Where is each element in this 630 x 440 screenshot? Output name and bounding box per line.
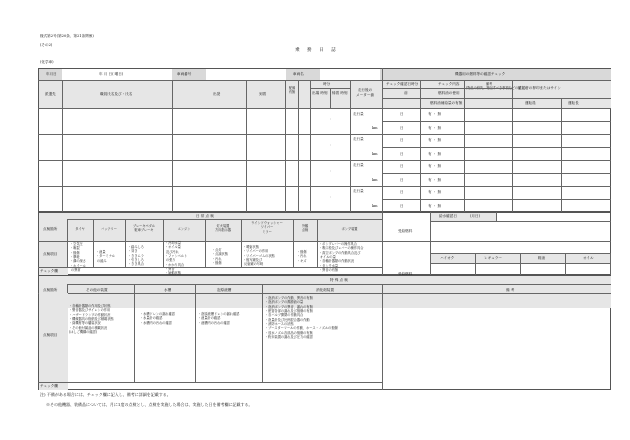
row2b-yesno[interactable]: 有 ・ 無 <box>428 152 442 156</box>
daily-item-lights: 灯火装置 方向指示器 <box>215 224 231 233</box>
special-item-label: 点検箇所 <box>43 288 58 292</box>
row1b-yesno[interactable]: 有 ・ 無 <box>428 126 442 130</box>
row2a-yesno[interactable]: 有 ・ 無 <box>428 138 442 142</box>
vehicle-name-label: 車両名 <box>293 72 304 76</box>
row2-time-sep: ： <box>330 143 334 147</box>
date-value[interactable]: 年 月 日( 曜日) <box>99 72 124 76</box>
daily-detail-washer: ・噴射状態 ・ワイパーの作用 ・ワイパーゴムの状態 ・後写鏡及び 反射鏡の写映 <box>243 245 275 267</box>
row3-km: km <box>372 178 378 182</box>
fuel-label-2: 受給燃料 <box>398 272 413 276</box>
fuel-type-oil: オイル <box>583 256 594 260</box>
daily-item-brake: ブレーキペダル 駐車ブレーキ <box>132 224 156 233</box>
col-fuel-use: 燃料油の使用 <box>438 91 460 95</box>
special-detail-foam: ・泡原液槽ドレンの漏れ確認 ・液量計の確認 ・液槽内の汚れの確認 <box>198 312 240 325</box>
col-departure: 出発 <box>213 92 221 96</box>
col-equipment: 職員氏名及び・氏名 <box>100 92 133 96</box>
fuel-type-regular: レギュラー <box>484 256 502 260</box>
daily-row-label: 点検項目 <box>43 252 58 256</box>
row3a-day: 日 <box>400 164 404 168</box>
vehicle-number-label: 車両番号 <box>177 72 192 76</box>
row4a-yesno[interactable]: 有 ・ 無 <box>428 190 442 194</box>
row4-km: km <box>372 204 378 208</box>
footnote-1: 注) 不備がある場合には、チェック欄に記入し、備考に詳細を記載する。 <box>40 392 171 397</box>
special-col-extinguisher: 消化剤装置 <box>316 288 334 292</box>
row2b-day: 日 <box>400 152 404 156</box>
row3-distance: 走行量 <box>353 163 364 167</box>
col-arrival: 到着 <box>259 92 267 96</box>
row3b-yesno[interactable]: 有 ・ 無 <box>428 178 442 182</box>
row1-time-sep: ： <box>330 117 334 121</box>
daily-check-header: 日 常 点 検 <box>196 214 214 218</box>
col-dispatch-count: 配備 有無 <box>288 86 296 95</box>
form-number: 様式第2号(第20条、第21条関係) <box>40 34 94 38</box>
col-remarks: 備考 (物品の紛失、特記すべき事項などの記入) <box>466 82 526 91</box>
special-detail-other: ・各種計器類の作用及び状態 ・警音器及びサイレンの作用 ・ハザードランプの作動状況 ・機械器具の格納及び積載状態 ・資機材等の艤装状況 ・その他付属品の積載状況 (はしご機構の確認) <box>69 304 114 334</box>
row1-km: km <box>372 126 378 130</box>
row3b-day: 日 <box>400 178 404 182</box>
col-check-content: チェック内容 <box>438 82 460 86</box>
row2-km: km <box>372 152 378 156</box>
special-col-other: その他の装置 <box>86 288 108 292</box>
col-dispatch-unit: 派遣先 <box>45 92 56 96</box>
daily-detail-lights: ・点灯 ・点滅状態 ・汚れ ・損傷 <box>212 248 228 265</box>
special-detail-extinguisher: ・泡消ポンプの作動、異音の有無 ・泡消ポンプの潤滑油の量 ・泡消ポンプの異音、漏れの有無 ・配管各部の漏れ及び損傷の有無 ・各バルブ開閉の作動具合 ・泡量計及び比例混合器の作動 ・消防ホースの状態 ・ブースターリールの作動、ホース・ノズルの損傷 ・放水ノズル各部品の損傷の有無 ・粉末装置の漏れ及び圧力の確認 <box>265 296 338 339</box>
col-time-group: 時分 <box>323 82 331 86</box>
col-time-in: 帰着 時刻 <box>332 91 348 95</box>
page-title: 乗 務 日 誌 <box>295 48 339 53</box>
daily-detail-engine: ・冷却水量 ・オイル量 及び汚れ ・ファンベルト の張り ・かかり具合 ・異音 ・始動状態 <box>165 241 188 276</box>
daily-item-engine: エンジン <box>177 227 191 231</box>
col-manager: 運転員 <box>525 101 536 105</box>
sheet-number: (その2) <box>40 43 53 47</box>
refuel-header: 給水確認日 <box>439 214 457 218</box>
daily-item-pump: ポンプ装置 <box>341 227 358 231</box>
side-label: (化学車) <box>40 60 54 64</box>
col-supervisor: 運転長 <box>568 101 579 105</box>
special-check-row-label: チェック欄 <box>40 384 58 388</box>
col-refuel: 燃料油補給量の有無 <box>430 101 463 105</box>
daily-item-tire: タイヤ <box>75 227 85 231</box>
daily-detail-tire: ・空気圧 ・亀裂 ・損傷 ・摩耗 ・溝の深さ ・ホイール の異常 <box>70 242 86 272</box>
special-check-header: 特 殊 点 検 <box>330 278 348 282</box>
row1-distance: 走行量 <box>353 112 364 116</box>
daily-detail-pump: ・ポンプレバーの操作具合 ・吸口栓及びレバーの操作具合 ・真空ポンプの作動具合及び オイルの量 ・各種計器類の作動状況 ・タンク水量 ・異音の有無 <box>319 242 364 272</box>
fuel-label-1: 受給燃料 <box>398 229 413 233</box>
row3a-yesno[interactable]: 有 ・ 無 <box>428 164 442 168</box>
daily-detail-brake: ・踏みしろ ・効き ・ききムラ ・引きしろ ・きき具合 <box>128 245 144 267</box>
row4a-day: 日 <box>400 190 404 194</box>
footnote-2: ※その他機器、装備品については、月に1度の点検とし、点検を実施した場合は、実施した日を備考欄に記載する。 <box>46 402 253 407</box>
row1a-day: 日 <box>400 112 404 116</box>
fuel-type-diesel: 軽油 <box>538 256 546 260</box>
row4-time-sep: ： <box>330 195 334 199</box>
daily-item-exterior: 外観 点検 <box>301 224 309 233</box>
col-before: 前 <box>404 91 408 95</box>
special-col-foam: 泡原液槽 <box>217 288 232 292</box>
special-col-water: 水槽 <box>164 288 172 292</box>
row1a-yesno[interactable]: 有 ・ 無 <box>428 112 442 116</box>
col-check-time: チェック確認日時分 <box>386 82 419 86</box>
special-detail-water: ・水槽ドレンの漏れ確認 ・水量計の確認 ・水槽内の汚れの確認 <box>140 312 175 325</box>
row3-time-sep: ： <box>330 169 334 173</box>
col-odometer: 走行後の メーター値 <box>356 88 374 97</box>
refuel-date: (月日) <box>470 214 480 218</box>
fuel-type-highoctane: ハイオク <box>440 256 455 260</box>
daily-item-label: 点検箇所 <box>43 227 58 231</box>
special-row-label: 点検項目 <box>43 333 58 337</box>
daily-item-battery: バッテリー <box>101 227 117 231</box>
date-label: 年月日 <box>46 72 57 76</box>
daily-check-row-label: チェック欄 <box>40 269 58 273</box>
row2a-day: 日 <box>400 138 404 142</box>
special-col-remarks: 備 考 <box>506 288 515 292</box>
daily-item-washer: ウインドウォッシャー ワイパー ミラー <box>251 221 283 234</box>
check-group-label: 機器用の燃料等の確認チェック <box>455 72 506 76</box>
row1b-day: 日 <box>400 126 404 130</box>
row4b-day: 日 <box>400 204 404 208</box>
daily-detail-battery: ・液量 ・ターミナル の緩み <box>96 250 115 263</box>
row4b-yesno[interactable]: 有 ・ 無 <box>428 204 442 208</box>
daily-detail-exterior: ・損傷 ・汚れ ・キズ <box>297 250 307 263</box>
col-confirm: 確認者の押印またはサイン <box>518 86 561 90</box>
col-time-out: 出場 時刻 <box>312 91 328 95</box>
row2-distance: 走行量 <box>353 137 364 141</box>
row4-distance: 走行量 <box>353 189 364 193</box>
